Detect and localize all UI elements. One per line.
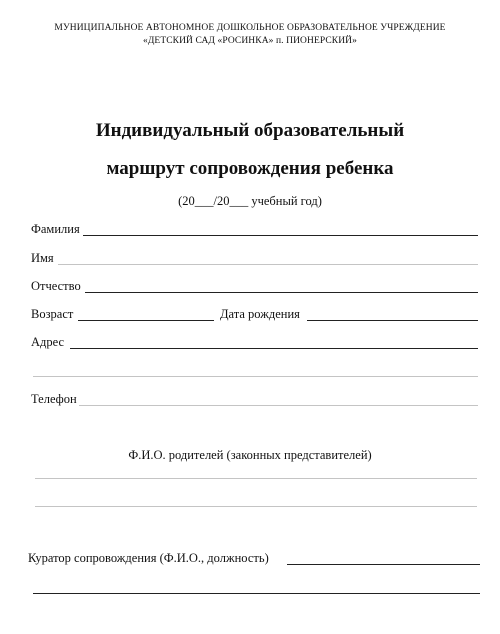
- address-label: Адрес: [31, 335, 65, 349]
- parents-fill-line-2[interactable]: [35, 506, 477, 507]
- address-fill-line[interactable]: [70, 348, 478, 349]
- parents-heading: Ф.И.О. родителей (законных представителей): [128, 448, 372, 462]
- document-title-line-1: Индивидуальный образовательный: [95, 120, 405, 141]
- age-label: Возраст: [31, 307, 74, 321]
- institution-name-line-1: МУНИЦИПАЛЬНОЕ АВТОНОМНОЕ ДОШКОЛЬНОЕ ОБРАЗОВАТЕЛЬНОЕ УЧРЕЖДЕНИЕ: [54, 23, 446, 33]
- birth-date-label: Дата рождения: [220, 307, 300, 321]
- school-year-line: (20___/20___ учебный год): [178, 194, 322, 208]
- age-fill-line[interactable]: [78, 320, 214, 321]
- phone-fill-line[interactable]: [79, 405, 478, 406]
- name-fill-line[interactable]: [58, 264, 478, 265]
- patronymic-fill-line[interactable]: [85, 292, 478, 293]
- curator-label: Куратор сопровождения (Ф.И.О., должность): [28, 551, 269, 565]
- name-label: Имя: [31, 251, 54, 265]
- curator-fill-line[interactable]: [287, 564, 480, 565]
- birth-date-fill-line[interactable]: [307, 320, 478, 321]
- address-extra-line[interactable]: [33, 376, 478, 377]
- parents-fill-line-1[interactable]: [35, 478, 477, 479]
- surname-label: Фамилия: [31, 222, 80, 236]
- institution-name-line-2: «ДЕТСКИЙ САД «РОСИНКА» п. ПИОНЕРСКИЙ»: [142, 36, 357, 46]
- patronymic-label: Отчество: [31, 279, 81, 293]
- phone-label: Телефон: [31, 392, 77, 406]
- document-title-line-2: маршрут сопровождения ребенка: [106, 158, 394, 179]
- surname-fill-line[interactable]: [83, 235, 478, 236]
- curator-extra-line[interactable]: [33, 593, 480, 594]
